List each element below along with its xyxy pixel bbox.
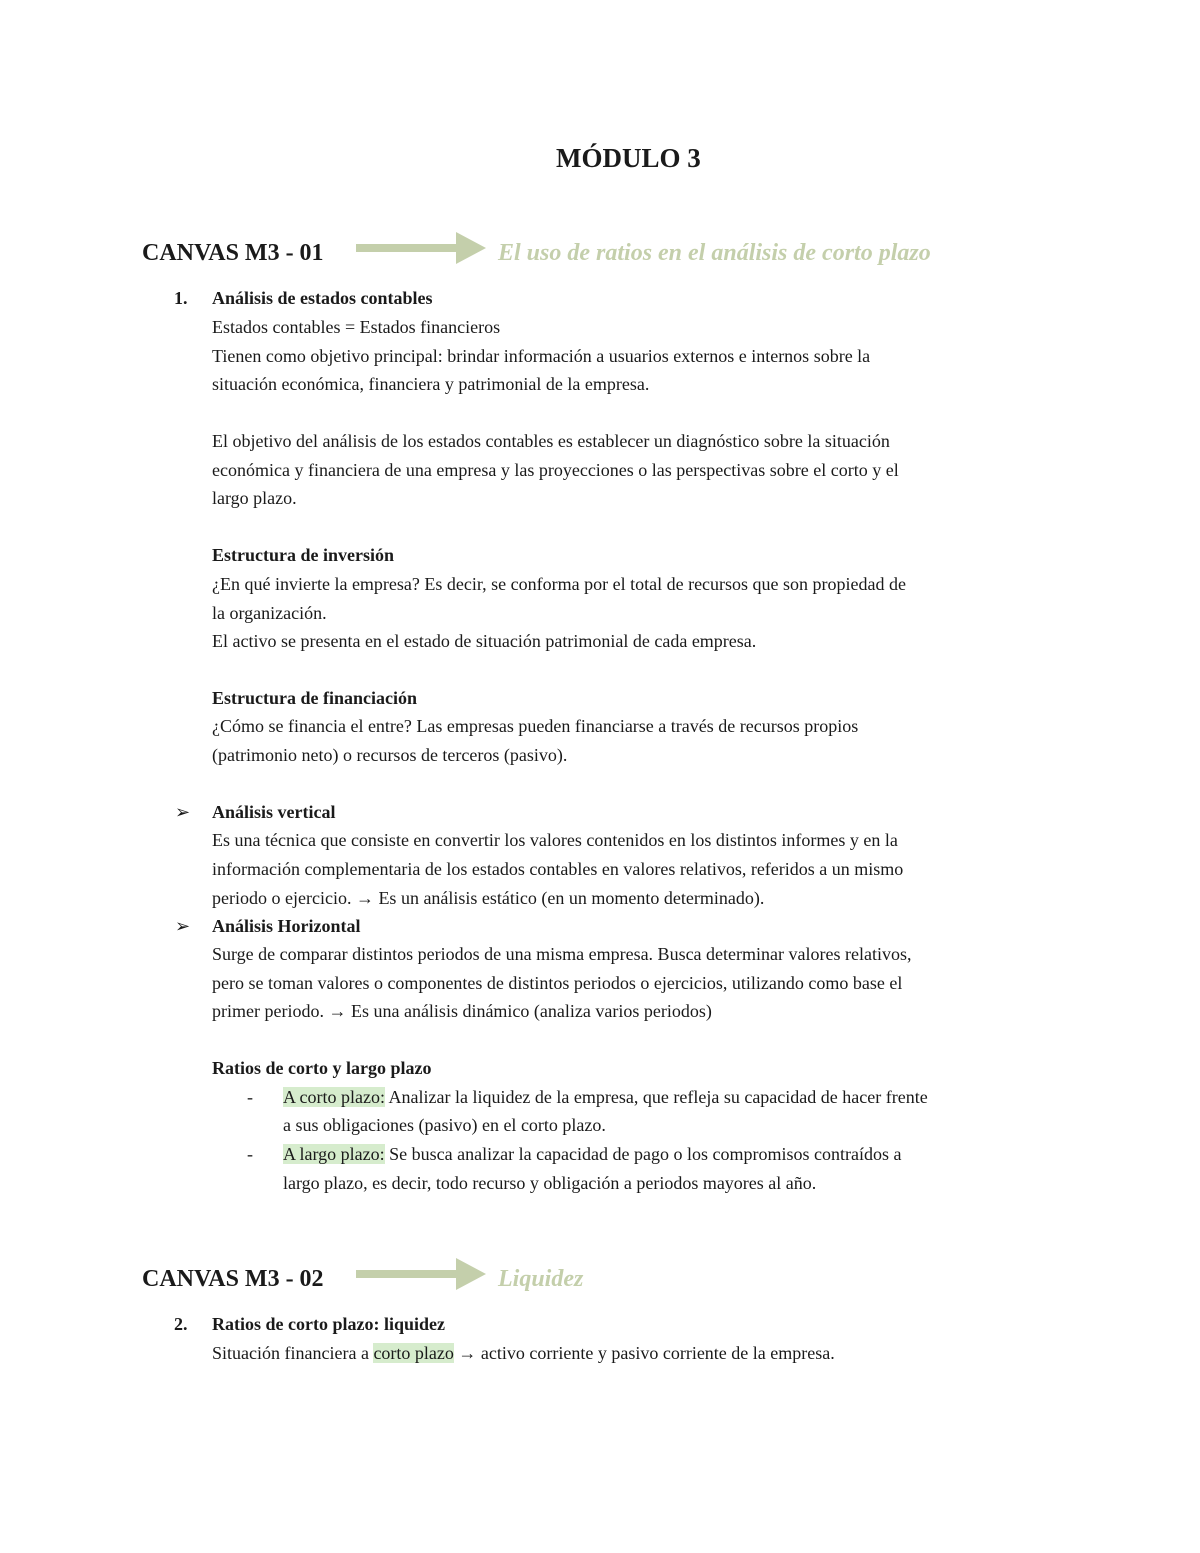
financiacion-text-line: ¿Cómo se financia el entre? Las empresas pueden financiarse a través de recursos propios (212, 716, 859, 736)
section-2-suffix: → activo corriente y pasivo corriente de la empresa. (453, 1343, 835, 1363)
canvas-2-arrow-icon (356, 1256, 490, 1292)
section-1-heading: Análisis de estados contables (212, 288, 433, 308)
section-1-text-line: situación económica, financiera y patrimonial de la empresa. (212, 374, 650, 394)
vertical-analysis-line: información complementaria de los estados contables en valores relativos, referidos a un mismo (212, 859, 904, 879)
section-1-paragraph-line: El objetivo del análisis de los estados contables es establecer un diagnóstico sobre la situación (212, 431, 890, 451)
section-2-number: 2. (174, 1314, 188, 1334)
vertical-analysis-line: Es una técnica que consiste en convertir los valores contenidos en los distintos informes y en la (212, 830, 898, 850)
canvas-1-label: CANVAS M3 - 01 (142, 240, 324, 266)
vertical-analysis-line: periodo o ejercicio. → Es un análisis estático (en un momento determinado). (212, 888, 765, 908)
largo-plazo-item (283, 1144, 901, 1164)
arrow-bullet-icon: ➢ (175, 802, 191, 822)
list-dash: - (247, 1087, 253, 1107)
inversion-text-line: ¿En qué invierte la empresa? Es decir, se conforma por el total de recursos que son propiedad de (212, 574, 907, 594)
corto-plazo-label: A corto plazo: (283, 1087, 385, 1107)
section-1-paragraph-line: largo plazo. (212, 488, 297, 508)
corto-plazo-item (283, 1087, 928, 1107)
canvas-2-topic: Liquidez (498, 1266, 584, 1292)
section-1-number: 1. (174, 288, 188, 308)
ratios-heading: Ratios de corto y largo plazo (212, 1058, 432, 1078)
vertical-analysis-heading: Análisis vertical (212, 802, 336, 822)
section-1-paragraph-line: económica y financiera de una empresa y las proyecciones o las perspectivas sobre el corto y el (212, 460, 899, 480)
largo-plazo-label: A largo plazo: (283, 1144, 385, 1164)
financiacion-text-line: (patrimonio neto) o recursos de terceros (pasivo). (212, 745, 568, 765)
corto-plazo-text-line: a sus obligaciones (pasivo) en el corto plazo. (283, 1115, 606, 1135)
inversion-text-line: El activo se presenta en el estado de situación patrimonial de cada empresa. (212, 631, 757, 651)
section-2-heading: Ratios de corto plazo: liquidez (212, 1314, 445, 1334)
financiacion-heading: Estructura de financiación (212, 688, 417, 708)
horizontal-analysis-heading: Análisis Horizontal (212, 916, 361, 936)
section-1-text-line: Tienen como objetivo principal: brindar información a usuarios externos e internos sobre la (212, 346, 871, 366)
section-2-highlight: corto plazo (373, 1343, 454, 1363)
horizontal-analysis-line: primer periodo. → Es una análisis dinámico (analiza varios periodos) (212, 1001, 712, 1021)
section-1-text-line: Estados contables = Estados financieros (212, 317, 501, 337)
horizontal-analysis-line: Surge de comparar distintos periodos de una misma empresa. Busca determinar valores relativos, (212, 944, 912, 964)
canvas-1-arrow-icon (356, 230, 490, 266)
canvas-2-label: CANVAS M3 - 02 (142, 1266, 324, 1292)
section-2-prefix: Situación financiera a (212, 1343, 374, 1363)
largo-plazo-text: Se busca analizar la capacidad de pago o los compromisos contraídos a (384, 1144, 902, 1164)
corto-plazo-text: Analizar la liquidez de la empresa, que refleja su capacidad de hacer frente (384, 1087, 928, 1107)
page-title: MÓDULO 3 (556, 143, 701, 173)
horizontal-analysis-line: pero se toman valores o componentes de distintos periodos o ejercicios, utilizando como base el (212, 973, 903, 993)
inversion-heading: Estructura de inversión (212, 545, 394, 565)
arrow-bullet-icon: ➢ (175, 916, 191, 936)
section-2-text-line (212, 1343, 835, 1363)
list-dash: - (247, 1144, 253, 1164)
canvas-1-topic: El uso de ratios en el análisis de corto plazo (498, 240, 931, 266)
inversion-text-line: la organización. (212, 603, 327, 623)
largo-plazo-text-line: largo plazo, es decir, todo recurso y obligación a periodos mayores al año. (283, 1173, 817, 1193)
